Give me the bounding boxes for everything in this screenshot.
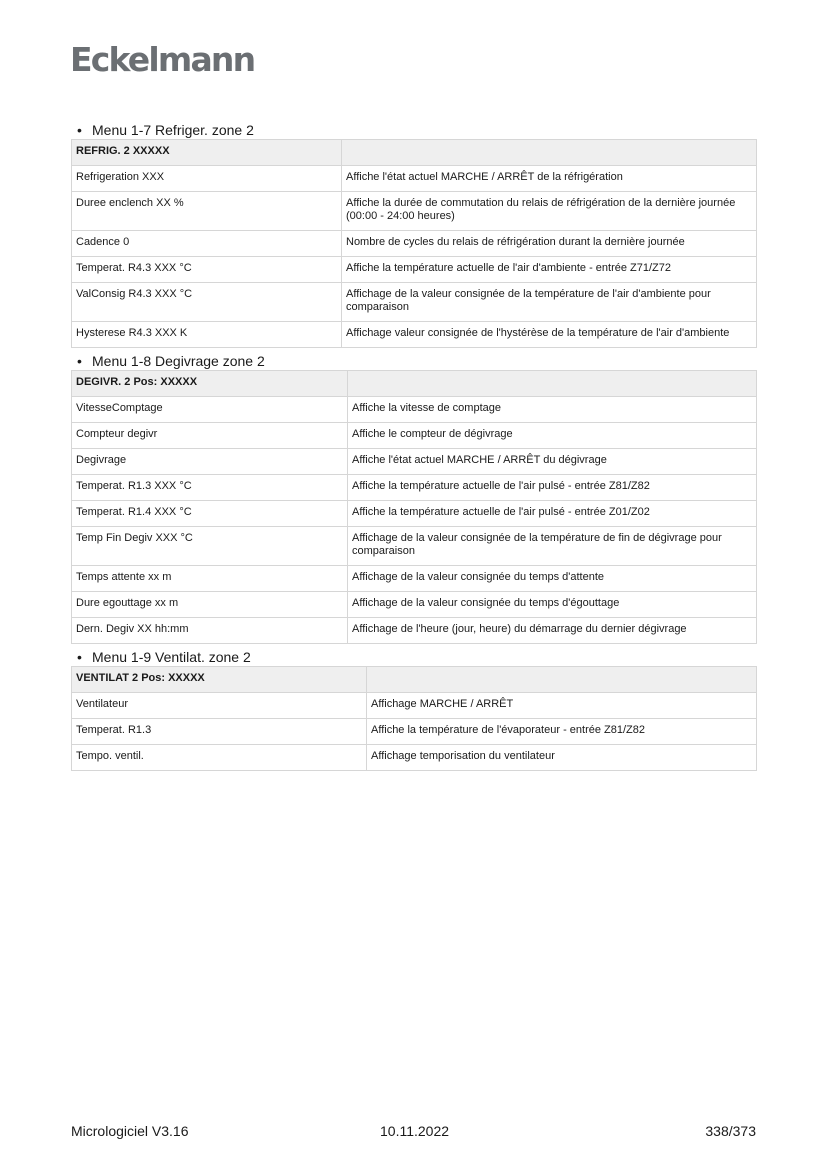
table-row: Degivrage Affiche l'état actuel MARCHE / ARRÊT du dégivrage [72, 449, 757, 475]
ventilat-table [71, 666, 757, 771]
table-row: Tempo. ventil. Affichage temporisation du ventilateur [72, 745, 757, 771]
table-header-row [72, 667, 757, 693]
table-row: Temp Fin Degiv XXX °C Affichage de la valeur consignée de la température de fin de dégivrage pour comparaison [72, 527, 757, 566]
section-title: • Menu 1-9 Ventilat. zone 2 [77, 649, 251, 665]
footer-date: 10.11.2022 [380, 1123, 450, 1139]
table-row: Dure egouttage xx m Affichage de la valeur consignée du temps d'égouttage [72, 592, 757, 618]
section-menu-1-7 [71, 121, 756, 348]
table-header-cell: DEGIVR. 2 Pos: XXXXX [72, 371, 348, 397]
table-row: Temperat. R4.3 XXX °C Affiche la température actuelle de l'air d'ambiente - entrée Z71/Z72 [72, 257, 757, 283]
table-header-row [72, 140, 757, 166]
footer-page-number: 338/373 [705, 1123, 756, 1139]
table-row: Cadence 0 Nombre de cycles du relais de réfrigération durant la dernière journée [72, 231, 757, 257]
section-title: • Menu 1-8 Degivrage zone 2 [77, 353, 265, 369]
table-row: Hysterese R4.3 XXX K Affichage valeur consignée de l'hystérèse de la température de l'air d'ambiente [72, 322, 757, 348]
footer-firmware-version: Micrologiciel V3.16 [71, 1123, 189, 1139]
section-menu-1-9 [71, 648, 756, 771]
section-menu-1-8 [71, 352, 756, 644]
bullet-icon: • [77, 122, 82, 138]
refrig-table [71, 139, 757, 348]
table-row: VitesseComptage Affiche la vitesse de comptage [72, 397, 757, 423]
table-row: Refrigeration XXX Affiche l'état actuel MARCHE / ARRÊT de la réfrigération [72, 166, 757, 192]
section-title: • Menu 1-7 Refriger. zone 2 [77, 122, 254, 138]
table-row: Temperat. R1.3 Affiche la température de l'évaporateur - entrée Z81/Z82 [72, 719, 757, 745]
table-row: Duree enclench XX % Affiche la durée de commutation du relais de réfrigération de la dernière journée (00:00 - 24:00 heures) [72, 192, 757, 231]
degivr-table [71, 370, 757, 644]
table-header-cell: VENTILAT 2 Pos: XXXXX [72, 667, 367, 693]
bullet-icon: • [77, 649, 82, 665]
table-row: Temps attente xx m Affichage de la valeur consignée du temps d'attente [72, 566, 757, 592]
table-header-row [72, 371, 757, 397]
table-row: Compteur degivr Affiche le compteur de dégivrage [72, 423, 757, 449]
table-row: Dern. Degiv XX hh:mm Affichage de l'heure (jour, heure) du démarrage du dernier dégivrage [72, 618, 757, 644]
table-row: Temperat. R1.3 XXX °C Affiche la température actuelle de l'air pulsé - entrée Z81/Z82 [72, 475, 757, 501]
table-row: Ventilateur Affichage MARCHE / ARRÊT [72, 693, 757, 719]
table-header-cell: REFRIG. 2 XXXXX [72, 140, 342, 166]
bullet-icon: • [77, 353, 82, 369]
eckelmann-logo: Eckelmann [70, 40, 255, 79]
table-row: Temperat. R1.4 XXX °C Affiche la température actuelle de l'air pulsé - entrée Z01/Z02 [72, 501, 757, 527]
table-row: ValConsig R4.3 XXX °C Affichage de la valeur consignée de la température de l'air d'ambiente pour comparaison [72, 283, 757, 322]
